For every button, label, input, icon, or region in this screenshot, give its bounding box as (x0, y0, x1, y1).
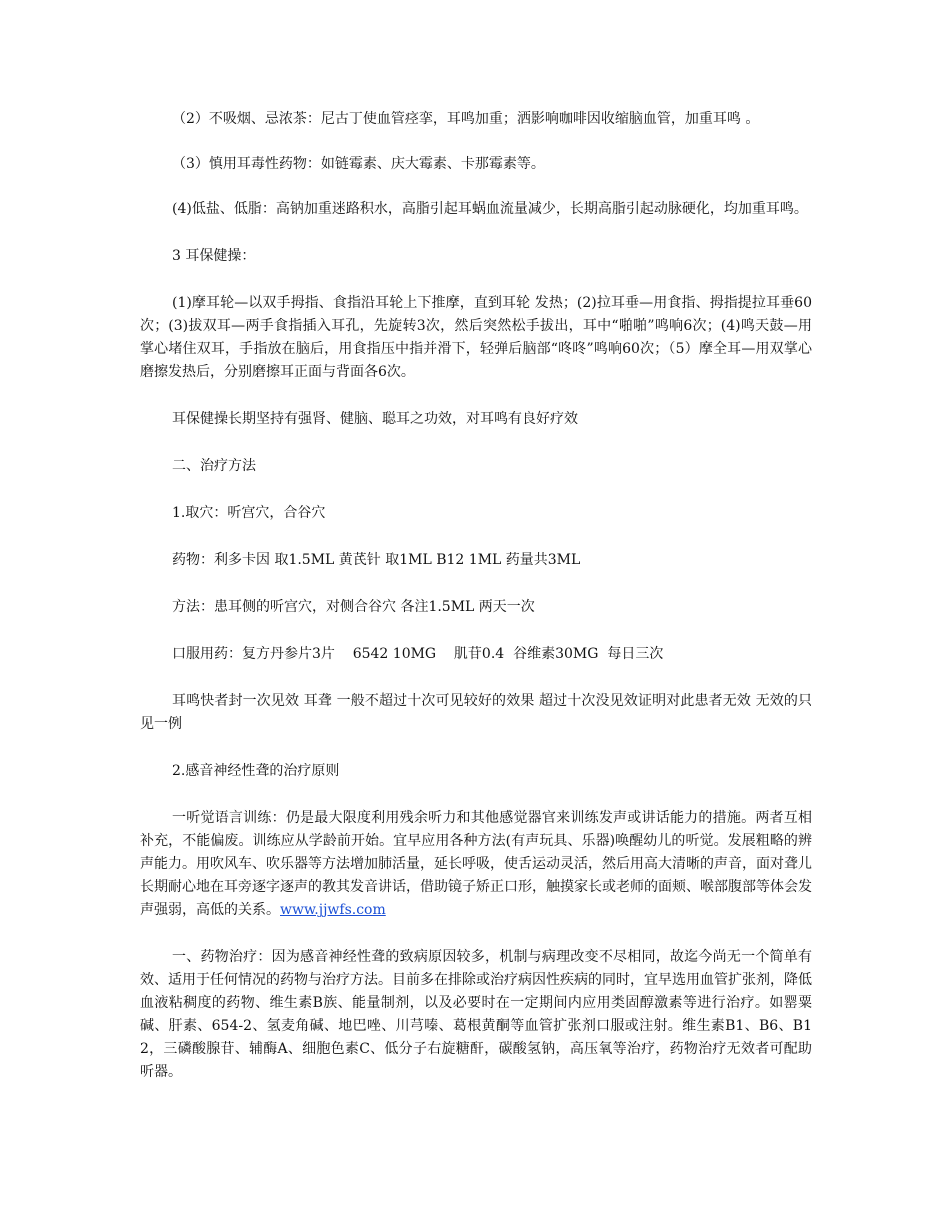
paragraph-efficacy: 耳鸣快者封一次见效 耳聋 一般不超过十次可见较好的效果 超过十次没见效证明对此患者无效 无效的只见一例 (140, 693, 812, 732)
paragraph-drugs: 药物：利多卡因 取1.5ML 黄芪针 取1ML B12 1ML 药量共3ML (172, 552, 581, 568)
paragraph-low-salt-low-fat: (4)低盐、低脂：高钠加重迷路积水，高脂引起耳蜗血流量减少，长期高脂引起动脉硬化，均加重耳鸣。 (172, 201, 808, 217)
heading-treatment-methods: 二、治疗方法 (172, 458, 256, 474)
paragraph-ear-exercise-steps: (1)摩耳轮—以双手拇指、食指沿耳轮上下推摩，直到耳轮 发热；(2)拉耳垂—用食指、拇指提拉耳垂60次；(3)拔双耳—两手食指插入耳孔，先旋转3次，然后突然松手拔出，耳中“啪啪”鸣响6次；(4)鸣天鼓—用掌心堵住双耳，手指放在脑后，用食指压中指并滑下，轻弹后脑部“咚咚”鸣响60次；（5）摩全耳—用双掌心磨擦发热后，分别磨擦耳正面与背面各6次。 (140, 295, 812, 380)
paragraph-ototoxic-drugs: （3）慎用耳毒性药物：如链霉素、庆大霉素、卡那霉素等。 (172, 156, 545, 172)
paragraph-method: 方法：患耳侧的听宫穴，对侧合谷穴 各注1.5ML 两天一次 (172, 599, 535, 615)
paragraph-language-training (140, 807, 812, 922)
heading-ear-exercise: 3 耳保健操： (172, 248, 256, 264)
paragraph-drug-treatment: 一、药物治疗：因为感音神经性聋的致病原因较多，机制与病理改变不尽相同，故迄今尚无一个简单有效、适用于任何情况的药物与治疗方法。目前多在排除或治疗病因性疾病的同时，宜早选用血管扩张剂，降低血液粘稠度的药物、维生素B族、能量制剂，以及必要时在一定期间内应用类固醇激素等进行治疗。如罂粟碱、肝素、654-2、氢麦角碱、地巴唑、川芎嗪、葛根黄酮等血管扩张剂口服或注射。维生素B1、B6、B12，三磷酸腺苷、辅酶A、细胞色素C、低分子右旋糖酐，碳酸氢钠，高压氧等治疗，药物治疗无效者可配助听器。 (140, 949, 812, 1080)
heading-sensorineural-principles: 2.感音神经性聋的治疗原则 (172, 763, 340, 779)
paragraph-no-smoking: （2）不吸烟、忌浓茶：尼古丁使血管痉挛，耳鸣加重；洒影响咖啡因收缩脑血管，加重耳鸣 。 (172, 111, 760, 127)
paragraph-ear-exercise-benefit: 耳保健操长期坚持有强肾、健脑、聪耳之功效，对耳鸣有良好疗效 (172, 411, 578, 427)
paragraph-oral-medication: 口服用药：复方丹参片3片 6542 10MG 肌苷0.4 谷维素30MG 每日三次 (172, 646, 664, 662)
website-link[interactable]: www.jjwfs.com (280, 902, 386, 918)
language-training-text: 一听觉语言训练：仍是最大限度利用残余听力和其他感觉器官来训练发声或讲话能力的措施。两者互相补充，不能偏废。训练应从学龄前开始。宜早应用各种方法(有声玩具、乐器)唤醒幼儿的听觉。发展粗略的辨声能力。用吹风车、吹乐器等方法增加肺活量，延长呼吸，使舌运动灵活，然后用高大清晰的声音，面对聋儿长期耐心地在耳旁逐字逐声的教其发音讲话，借助镜子矫正口形，触摸家长或老师的面颊、喉部腹部等体会发声强弱，高低的关系。 (140, 810, 812, 918)
paragraph-acupoints: 1.取穴：听宫穴，合谷穴 (172, 505, 326, 521)
